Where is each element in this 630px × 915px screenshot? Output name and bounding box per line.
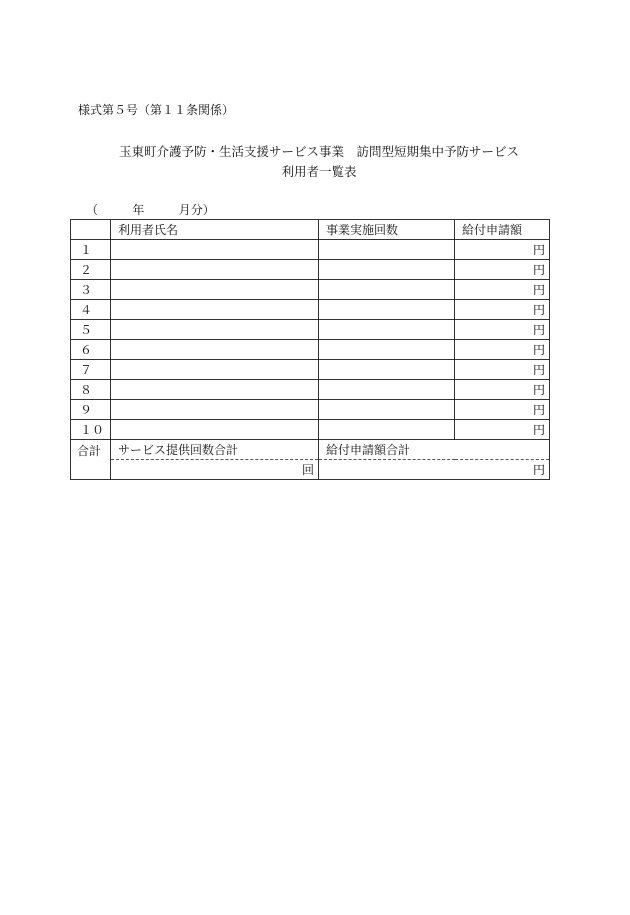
row-number: ３: [71, 280, 111, 300]
session-count-cell[interactable]: [319, 300, 455, 320]
total-row-values: [71, 460, 550, 480]
row-number: ６: [71, 340, 111, 360]
row-number: ４: [71, 300, 111, 320]
user-name-cell[interactable]: [111, 360, 319, 380]
claim-amount-cell[interactable]: 円: [455, 260, 550, 280]
session-count-cell[interactable]: [319, 260, 455, 280]
table-row: [71, 240, 550, 260]
table-row: [71, 280, 550, 300]
period-open-paren: （: [86, 203, 99, 217]
user-name-cell[interactable]: [111, 420, 319, 440]
document-subtitle: 利用者一覧表: [281, 164, 357, 179]
session-count-cell[interactable]: [319, 420, 455, 440]
period-month-label: 月分）: [178, 203, 215, 217]
period-year-label: 年: [132, 203, 145, 217]
user-name-cell[interactable]: [111, 260, 319, 280]
table-row: [71, 400, 550, 420]
table-row: [71, 420, 550, 440]
session-count-cell[interactable]: [319, 380, 455, 400]
user-name-cell[interactable]: [111, 280, 319, 300]
header-user-name: 利用者氏名: [111, 220, 319, 240]
claim-amount-cell[interactable]: 円: [455, 400, 550, 420]
table-row: [71, 260, 550, 280]
form-number: 様式第５号（第１１条関係）: [78, 103, 235, 117]
row-number: ５: [71, 320, 111, 340]
period-line: [86, 201, 215, 218]
header-session-count: 事業実施回数: [319, 220, 455, 240]
session-count-cell[interactable]: [319, 280, 455, 300]
table-row: [71, 320, 550, 340]
claim-amount-cell[interactable]: 円: [455, 360, 550, 380]
row-number: ９: [71, 400, 111, 420]
session-count-cell[interactable]: [319, 320, 455, 340]
total-row-labels: [71, 440, 550, 460]
claim-amount-total-cell[interactable]: 円: [319, 460, 550, 480]
user-name-cell[interactable]: [111, 240, 319, 260]
table-row: [71, 360, 550, 380]
user-name-cell[interactable]: [111, 320, 319, 340]
row-number: ７: [71, 360, 111, 380]
claim-amount-cell[interactable]: 円: [455, 300, 550, 320]
total-label: 合計: [71, 440, 111, 480]
session-count-cell[interactable]: [319, 340, 455, 360]
header-number: [71, 220, 111, 240]
claim-amount-cell[interactable]: 円: [455, 340, 550, 360]
row-number: ２: [71, 260, 111, 280]
claim-amount-cell[interactable]: 円: [455, 320, 550, 340]
user-name-cell[interactable]: [111, 380, 319, 400]
table-row: [71, 380, 550, 400]
claim-amount-cell[interactable]: 円: [455, 240, 550, 260]
table-row: [71, 340, 550, 360]
user-name-cell[interactable]: [111, 340, 319, 360]
service-count-total-cell[interactable]: 回: [111, 460, 319, 480]
table-header-row: [71, 220, 550, 240]
user-list-table: [70, 219, 550, 480]
service-count-total-label: サービス提供回数合計: [111, 440, 319, 460]
document-title: 玉東町介護予防・生活支援サービス事業 訪問型短期集中予防サービス: [118, 144, 519, 159]
row-number: １０: [71, 420, 111, 440]
session-count-cell[interactable]: [319, 400, 455, 420]
claim-amount-total-label: 給付申請額合計: [319, 440, 550, 460]
claim-amount-cell[interactable]: 円: [455, 420, 550, 440]
user-name-cell[interactable]: [111, 300, 319, 320]
table-row: [71, 300, 550, 320]
header-claim-amount: 給付申請額: [455, 220, 550, 240]
session-count-cell[interactable]: [319, 240, 455, 260]
row-number: ８: [71, 380, 111, 400]
claim-amount-cell[interactable]: 円: [455, 280, 550, 300]
session-count-cell[interactable]: [319, 360, 455, 380]
user-name-cell[interactable]: [111, 400, 319, 420]
row-number: １: [71, 240, 111, 260]
claim-amount-cell[interactable]: 円: [455, 380, 550, 400]
